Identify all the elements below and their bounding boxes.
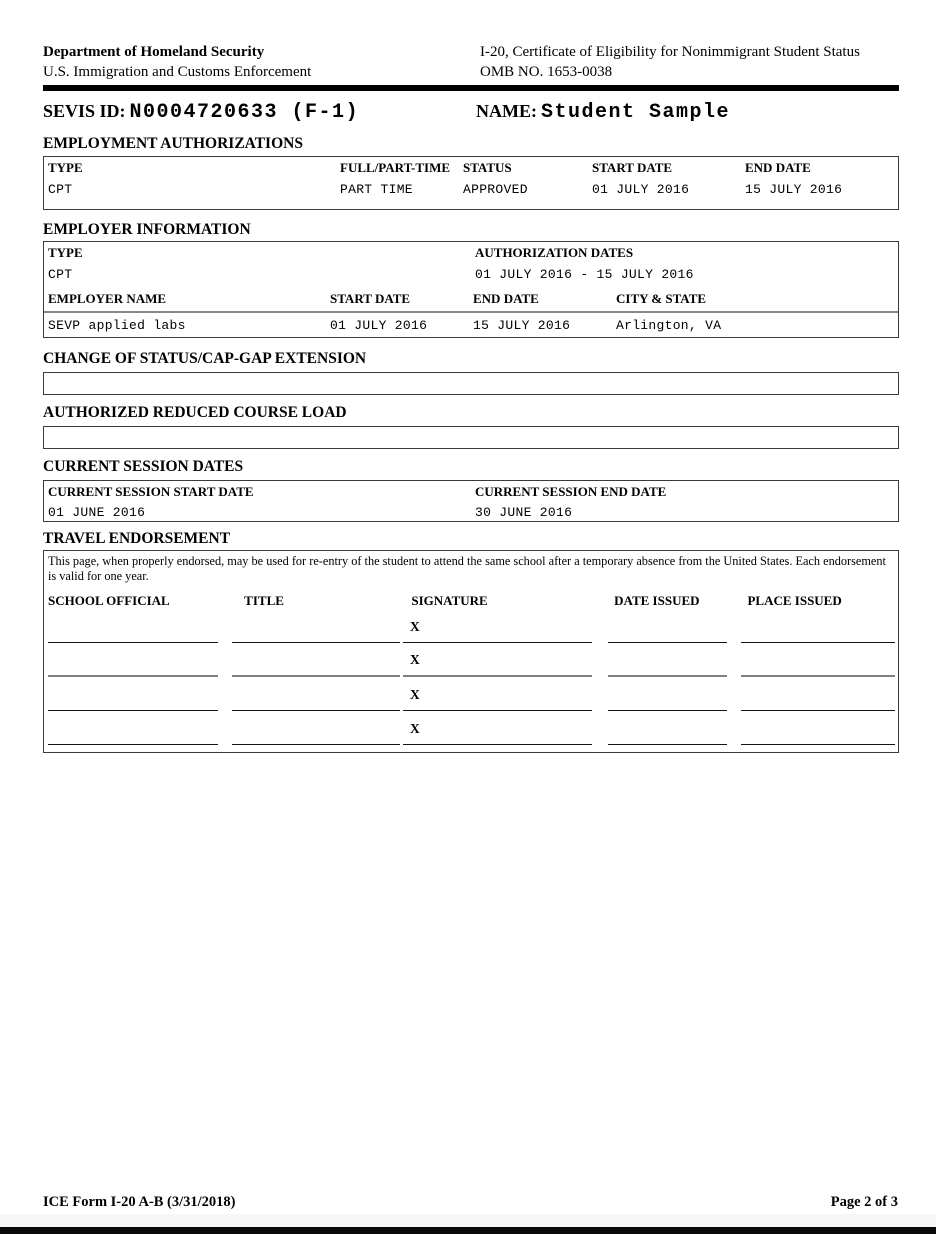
ei-authdates-value: 01 JULY 2016 - 15 JULY 2016 xyxy=(475,267,694,282)
date-issued-line xyxy=(608,609,727,643)
title-line xyxy=(232,711,400,745)
ei-employer-name-value: SEVP applied labs xyxy=(48,318,186,333)
te-col-title: TITLE xyxy=(244,593,284,608)
form-title: I-20, Certificate of Eligibility for Nonimmigrant Student Status xyxy=(480,44,860,60)
ei-type-value: CPT xyxy=(48,267,73,282)
te-col-signature: SIGNATURE xyxy=(411,593,488,608)
travel-endorsement-heading: TRAVEL ENDORSEMENT xyxy=(43,530,231,547)
cs-value-row xyxy=(44,505,898,520)
ea-col-type: TYPE xyxy=(48,160,83,175)
employment-authorizations-heading: EMPLOYMENT AUTHORIZATIONS xyxy=(43,135,303,152)
endorsement-row xyxy=(44,643,898,677)
signature-x-mark: X xyxy=(410,619,420,634)
sevis-id-label: SEVIS ID: xyxy=(43,101,126,121)
ei-header-row-2 xyxy=(44,291,898,313)
place-issued-line xyxy=(741,677,895,711)
table-row xyxy=(48,182,898,197)
viewer-edge-bar xyxy=(0,1227,936,1234)
date-issued-line xyxy=(608,711,727,745)
table-row xyxy=(44,318,898,333)
ei-type-label: TYPE xyxy=(48,245,83,260)
ea-type-value: CPT xyxy=(48,182,73,197)
name-value: Student Sample xyxy=(541,101,731,124)
ei-col-start-date: START DATE xyxy=(330,291,411,306)
place-issued-line xyxy=(741,609,895,643)
identity-line xyxy=(43,101,899,127)
endorsement-row xyxy=(44,609,898,643)
form-id: ICE Form I-20 A-B (3/31/2018) xyxy=(43,1194,236,1210)
cs-start-label: CURRENT SESSION START DATE xyxy=(48,484,254,499)
te-col-date-issued: DATE ISSUED xyxy=(614,593,700,608)
reduced-course-load-field xyxy=(43,426,899,449)
ei-city-state-value: Arlington, VA xyxy=(616,318,722,333)
te-col-school-official: SCHOOL OFFICIAL xyxy=(48,593,170,608)
agency-subname: U.S. Immigration and Customs Enforcement xyxy=(43,64,312,80)
header-rule xyxy=(43,85,899,91)
signature-line xyxy=(403,609,592,643)
page-footer xyxy=(43,1194,898,1211)
date-issued-line xyxy=(608,643,727,677)
omb-number: OMB NO. 1653-0038 xyxy=(480,64,613,80)
ei-col-city-state: CITY & STATE xyxy=(616,291,707,306)
ea-col-start: START DATE xyxy=(592,160,673,175)
school-official-line xyxy=(48,609,218,643)
endorsement-row xyxy=(44,711,898,745)
place-issued-line xyxy=(741,711,895,745)
signature-line xyxy=(403,677,592,711)
current-session-table xyxy=(43,480,899,522)
travel-endorsement-table xyxy=(43,550,899,753)
travel-endorsement-note: This page, when properly endorsed, may be used for re-entry of the student to attend the same school after a temporary absence from the United States. Each endorsement is valid for one year. xyxy=(48,554,886,583)
employer-information-heading: EMPLOYER INFORMATION xyxy=(43,221,251,238)
ea-col-fullpart: FULL/PART-TIME xyxy=(340,160,451,175)
endorsement-row xyxy=(44,677,898,711)
agency-name: Department of Homeland Security xyxy=(43,44,265,60)
ea-col-end: END DATE xyxy=(745,160,811,175)
ea-col-status: STATUS xyxy=(463,160,512,175)
cs-start-value: 01 JUNE 2016 xyxy=(48,505,146,520)
cs-end-label: CURRENT SESSION END DATE xyxy=(475,484,667,499)
employment-authorizations-table xyxy=(43,156,899,210)
signature-x-mark: X xyxy=(410,687,420,702)
ei-col-end-date: END DATE xyxy=(473,291,539,306)
place-issued-line xyxy=(741,643,895,677)
ei-end-date-value: 15 JULY 2016 xyxy=(473,318,571,333)
ei-authdates-label: AUTHORIZATION DATES xyxy=(475,245,634,260)
ea-header-row xyxy=(48,160,898,176)
signature-x-mark: X xyxy=(410,652,420,667)
name-label: NAME: xyxy=(476,101,537,121)
te-header-row xyxy=(44,593,898,609)
ei-header-row-1 xyxy=(44,245,898,261)
ei-col-employer-name: EMPLOYER NAME xyxy=(48,291,167,306)
cs-header-row xyxy=(44,484,898,500)
document-header xyxy=(43,0,899,82)
cs-end-value: 30 JUNE 2016 xyxy=(475,505,573,520)
school-official-line xyxy=(48,677,218,711)
change-of-status-field xyxy=(43,372,899,395)
reduced-course-load-heading: AUTHORIZED REDUCED COURSE LOAD xyxy=(43,404,347,421)
change-of-status-heading: CHANGE OF STATUS/CAP-GAP EXTENSION xyxy=(43,350,367,367)
signature-line xyxy=(403,643,592,677)
viewer-edge-shade xyxy=(0,1214,936,1227)
page-number: Page 2 of 3 xyxy=(830,1194,898,1210)
date-issued-line xyxy=(608,677,727,711)
title-line xyxy=(232,677,400,711)
ea-start-value: 01 JULY 2016 xyxy=(592,182,690,197)
employer-information-table xyxy=(43,241,899,338)
sevis-id-value: N0004720633 (F-1) xyxy=(129,101,360,124)
te-col-place-issued: PLACE ISSUED xyxy=(747,593,842,608)
signature-x-mark: X xyxy=(410,721,420,736)
school-official-line xyxy=(48,711,218,745)
ea-end-value: 15 JULY 2016 xyxy=(745,182,843,197)
current-session-heading: CURRENT SESSION DATES xyxy=(43,458,244,475)
ea-fullpart-value: PART TIME xyxy=(340,182,413,197)
title-line xyxy=(232,609,400,643)
signature-line xyxy=(403,711,592,745)
title-line xyxy=(232,643,400,677)
ei-start-date-value: 01 JULY 2016 xyxy=(330,318,428,333)
ea-status-value: APPROVED xyxy=(463,182,528,197)
school-official-line xyxy=(48,643,218,677)
ei-value-row-1 xyxy=(44,267,898,282)
